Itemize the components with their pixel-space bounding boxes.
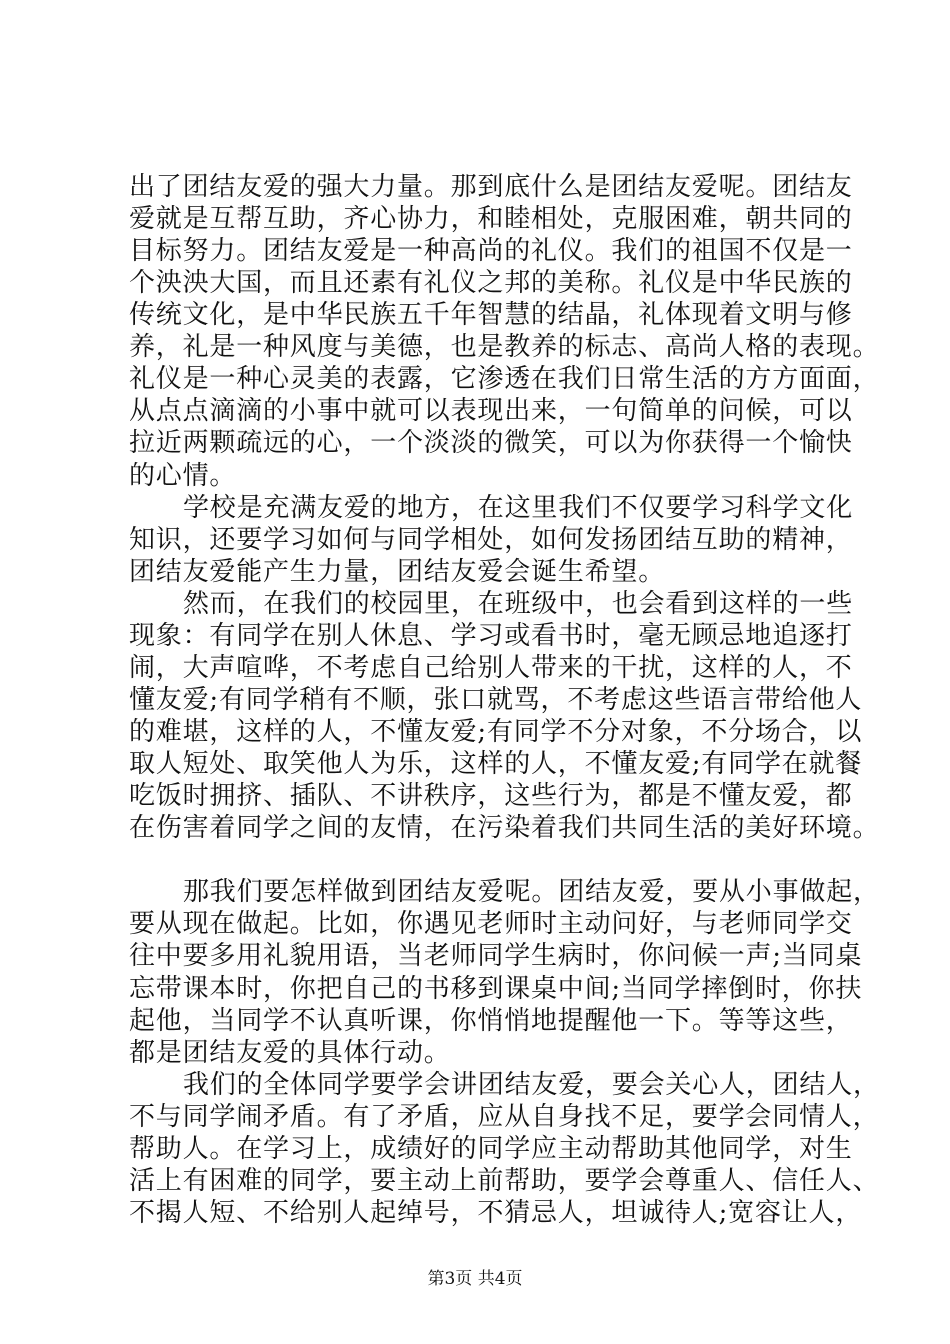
text-line: 取人短处、取笑他人为乐，这样的人，不懂友爱;有同学在就餐 <box>129 749 863 779</box>
text-line: 活上有困难的同学，要主动上前帮助，要学会尊重人、信任人、 <box>129 1166 880 1196</box>
text-line: 懂友爱;有同学稍有不顺，张口就骂，不考虑这些语言带给他人 <box>129 685 863 715</box>
text-line: 不揭人短、不给别人起绰号，不猜忌人，坦诚待人;宽容让人， <box>129 1198 863 1228</box>
text-line: 从点点滴滴的小事中就可以表现出来，一句简单的问候，可以 <box>129 396 853 426</box>
text-line: 都是团结友爱的具体行动。 <box>129 1038 451 1068</box>
text-line: 养，礼是一种风度与美德，也是教养的标志、高尚人格的表现。 <box>129 332 880 362</box>
text-line: 那我们要怎样做到团结友爱呢。团结友爱，要从小事做起， <box>183 877 880 907</box>
text-line: 在伤害着同学之间的友情，在污染着我们共同生活的美好环境。 <box>129 813 880 843</box>
text-line: 的心情。 <box>129 461 237 491</box>
text-line: 拉近两颗疏远的心，一个淡淡的微笑，可以为你获得一个愉快 <box>129 428 853 458</box>
text-line: 出了团结友爱的强大力量。那到底什么是团结友爱呢。团结友 <box>129 172 853 202</box>
text-line: 吃饭时拥挤、插队、不讲秩序，这些行为，都是不懂友爱，都 <box>129 781 853 811</box>
text-line: 的难堪，这样的人，不懂友爱;有同学不分对象，不分场合，以 <box>129 717 863 747</box>
text-line: 现象：有同学在别人休息、学习或看书时，毫无顾忌地追逐打 <box>129 621 853 651</box>
text-line: 忘带课本时，你把自己的书移到课桌中间;当同学摔倒时，你扶 <box>129 974 863 1004</box>
text-line: 目标努力。团结友爱是一种高尚的礼仪。我们的祖国不仅是一 <box>129 236 853 266</box>
text-line: 传统文化，是中华民族五千年智慧的结晶，礼体现着文明与修 <box>129 300 853 330</box>
text-line: 闹，大声喧哗，不考虑自己给别人带来的干扰，这样的人，不 <box>129 653 853 683</box>
text-line: 知识，还要学习如何与同学相处，如何发扬团结互助的精神， <box>129 525 853 555</box>
text-line: 起他，当同学不认真听课，你悄悄地提醒他一下。等等这些， <box>129 1006 853 1036</box>
text-line: 帮助人。在学习上，成绩好的同学应主动帮助其他同学，对生 <box>129 1134 853 1164</box>
text-line: 往中要多用礼貌用语，当老师同学生病时，你问候一声;当同桌 <box>129 941 863 971</box>
text-line: 要从现在做起。比如，你遇见老师时主动问好，与老师同学交 <box>129 909 853 939</box>
text-line: 不与同学闹矛盾。有了矛盾，应从自身找不足，要学会同情人， <box>129 1102 880 1132</box>
text-line: 爱就是互帮互助，齐心协力，和睦相处，克服困难，朝共同的 <box>129 204 853 234</box>
text-line: 个泱泱大国，而且还素有礼仪之邦的美称。礼仪是中华民族的 <box>129 268 853 298</box>
text-line: 然而，在我们的校园里，在班级中，也会看到这样的一些 <box>183 589 854 619</box>
text-line: 学校是充满友爱的地方，在这里我们不仅要学习科学文化 <box>183 493 854 523</box>
text-line: 我们的全体同学要学会讲团结友爱，要会关心人，团结人， <box>183 1070 880 1100</box>
text-line: 礼仪是一种心灵美的表露，它渗透在我们日常生活的方方面面， <box>129 364 880 394</box>
page-number-footer: 第3页 共4页 <box>427 1269 523 1289</box>
text-line: 团结友爱能产生力量，团结友爱会诞生希望。 <box>129 557 666 587</box>
